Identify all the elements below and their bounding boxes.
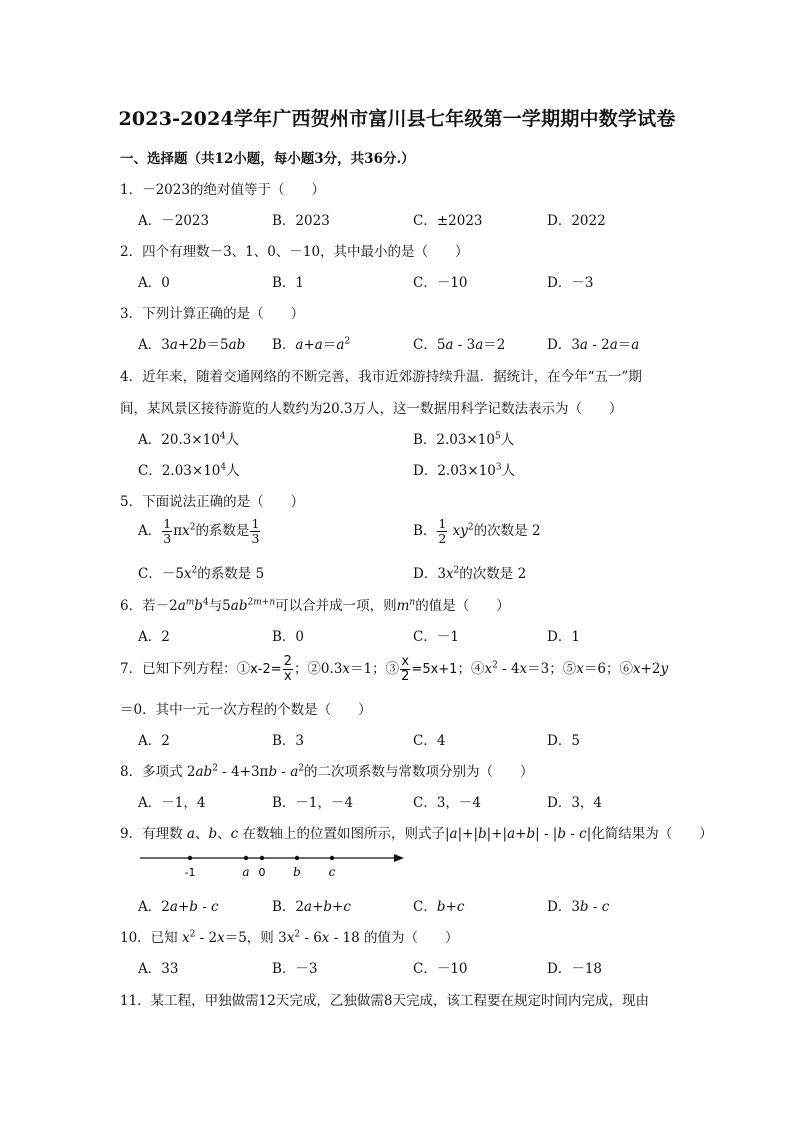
question-11: 11．某工程，甲独做需12天完成，乙独做需8天完成，该工程要在规定时间内完成，现由 <box>120 993 649 1009</box>
number-line-figure <box>138 846 408 880</box>
question-1: 1．－2023的绝对值等于（ ） <box>120 182 325 198</box>
q6-option-c: C．－1 <box>413 629 459 645</box>
q2-option-d: D．－3 <box>547 275 594 291</box>
q10-option-d: D．－18 <box>547 961 603 977</box>
question-6: 6．若$-2a^mb^4$与$5ab^{2m+n}$可以合并成一项，则$m^n$的值是（ ） <box>120 597 510 614</box>
q7-option-a: A．2 <box>138 733 170 749</box>
q10-option-b: B．－3 <box>272 961 318 977</box>
page-title: 2023-2024学年广西贺州市富川县七年级第一学期期中数学试卷 <box>118 108 676 130</box>
label-b: b <box>293 865 301 879</box>
question-10: 10．已知 $x^2 - 2x=5$，则 $3x^2 - 6x - 18$ 的值为（ ） <box>120 929 459 946</box>
section-heading: 一、选择题（共12小题，每小题3分，共36分.） <box>120 151 415 167</box>
label-minus-one: -1 <box>184 866 196 879</box>
question-3: 3．下列计算正确的是（ ） <box>120 306 305 322</box>
q9-option-a: A．2a+b - c <box>138 899 219 915</box>
q2-option-c: C．－10 <box>413 275 468 291</box>
q1-option-a: A．－2023 <box>138 213 210 229</box>
point-zero <box>260 856 264 860</box>
number-line-arrow <box>394 854 404 862</box>
q7-option-c: C．4 <box>413 733 446 749</box>
q1-option-c: C．±2023 <box>413 213 483 229</box>
q2-option-a: A．0 <box>138 275 170 291</box>
q5-option-a: A． $\frac{1}{3}$ $\pi x^2$的系数是 $\frac{1}{3}$ <box>138 516 260 546</box>
question-9: 9．有理数 a、b、c 在数轴上的位置如图所示，则式子|a|+|b|+|a+b| - |b - c|化简结果为（ ） <box>120 826 713 842</box>
label-a: a <box>242 865 250 879</box>
point-a <box>244 856 248 860</box>
q1-option-b: B．2023 <box>272 213 330 229</box>
q3-option-b: B．$a+a=a^2$ <box>272 336 351 353</box>
q8-option-a: A．－1，4 <box>138 795 206 811</box>
point-minus-one <box>188 856 192 860</box>
q5-option-d: D．$3x^2$的次数是 2 <box>413 565 527 582</box>
question-5: 5．下面说法正确的是（ ） <box>120 494 305 510</box>
point-b <box>295 856 299 860</box>
q5-option-b: B． $\frac{1}{2}$ $xy^2$的次数是 2 <box>413 516 541 546</box>
q10-option-c: C．－10 <box>413 961 468 977</box>
question-4-line-2: 间，某风景区接待游览的人数约为20.3万人，这一数据用科学记数法表示为（ ） <box>120 401 623 417</box>
q3-option-a: A．3a+2b＝5ab <box>138 337 246 353</box>
q2-option-b: B．1 <box>272 275 305 291</box>
q6-stem-end: （ ） <box>455 598 510 614</box>
q7-option-b: B．3 <box>272 733 305 749</box>
question-4-line-1: 4．近年来，随着交通网络的不断完善，我市近郊游持续升温．据统计，在今年“五一”期 <box>120 369 642 385</box>
q9-option-d: D．3b - c <box>547 899 610 915</box>
q1-option-d: D．2022 <box>547 213 606 229</box>
q9-option-b: B．2a+b+c <box>272 899 351 915</box>
q5-option-c: C．$-5x^2$的系数是 5 <box>138 565 265 582</box>
question-2: 2．四个有理数－3、1、0、－10，其中最小的是（ ） <box>120 244 469 260</box>
q4-option-d: D．$2.03\times 10^3$人 <box>413 462 516 479</box>
q7-option-d: D．5 <box>547 733 580 749</box>
q8-option-c: C．3，－4 <box>413 795 482 811</box>
q10-option-a: A．33 <box>138 961 179 977</box>
q4-option-c: C．$2.03\times 10^4$人 <box>138 462 240 479</box>
q8-option-d: D．3，4 <box>547 795 603 811</box>
q3-option-c: C．5a - 3a＝2 <box>413 337 506 353</box>
q6-option-a: A．2 <box>138 629 170 645</box>
q9-option-c: C．b+c <box>413 899 465 915</box>
q4-option-a: A．$20.3\times 10^4$人 <box>138 431 240 448</box>
question-8: 8．多项式 $2ab^2 - 4+3\pi b - a^2$的二次项系数与常数项分别为（ ） <box>120 763 534 780</box>
q6-option-d: D．1 <box>547 629 580 645</box>
q4-option-b: B．$2.03\times 10^5$人 <box>413 431 515 448</box>
question-7-line-2: ＝0．其中一元一次方程的个数是（ ） <box>120 702 372 718</box>
q6-option-b: B．0 <box>272 629 305 645</box>
point-c <box>330 856 334 860</box>
label-zero: 0 <box>258 866 266 879</box>
q8-option-b: B．－1，－4 <box>272 795 354 811</box>
question-7-line-1: 7．已知下列方程：①x-2= $\frac{2}{x}$ ；②0.3x＝1；③ $\frac{x}{2}$ =5x+1；$④x^2 - 4x=3$；⑤x＝6；⑥x+2y <box>120 654 669 684</box>
label-c: c <box>328 865 336 879</box>
q3-option-d: D．3a - 2a＝a <box>547 337 640 353</box>
